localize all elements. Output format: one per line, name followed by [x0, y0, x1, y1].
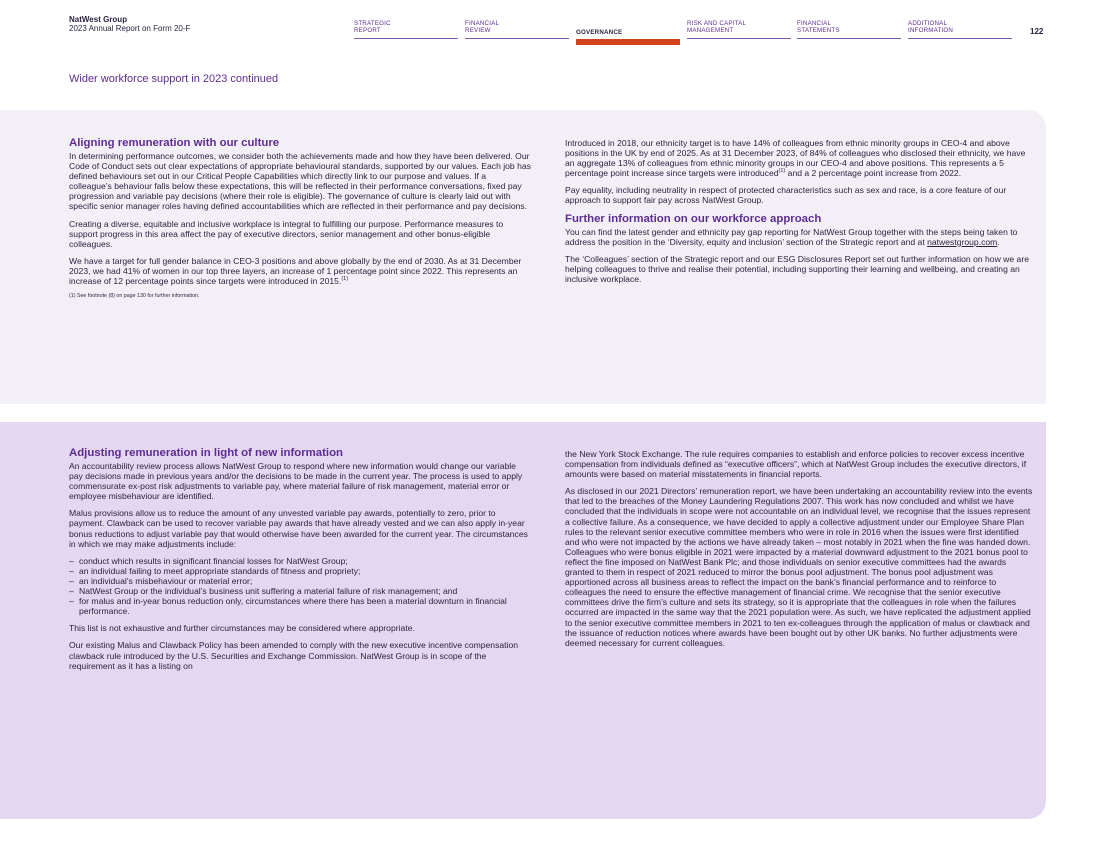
- nav-label-line1: GOVERNANCE: [576, 29, 623, 36]
- adjusting-remuneration-panel: [0, 422, 1046, 819]
- paragraph: Our existing Malus and Clawback Policy has been amended to comply with the new executive incentive compensation clawback rule introduced by the U.S. Securities and Exchange Commission. NatWest Group is in scope of the requirement as it has a listing on: [69, 640, 519, 671]
- page-number: 122: [1030, 27, 1044, 36]
- heading-aligning-remuneration: Aligning remuneration with our culture: [69, 137, 280, 149]
- heading-adjusting-remuneration: Adjusting remuneration in light of new information: [69, 447, 343, 459]
- nav-label-line2: REVIEW: [465, 27, 491, 34]
- paragraph: This list is not exhaustive and further circumstances may be considered where appropriate.: [69, 623, 415, 634]
- footnote: (1) See footnote (8) on page 130 for further information.: [69, 293, 200, 300]
- nav-label-line1: STRATEGIC: [354, 20, 391, 27]
- paragraph: An accountability review process allows NatWest Group to respond where new information would change our variable pay decisions made in previous years and/or the decisions to be made in the current year. The process is used to apply commensurate ex-post risk adjustments to variable pay, where material failure of risk management, material error or employee misbehaviour are identified.: [69, 461, 523, 502]
- list-item: – conduct which results in significant financial losses for NatWest Group;: [69, 556, 531, 566]
- nav-label-line1: FINANCIAL: [465, 20, 500, 27]
- nav-underline: [908, 38, 1012, 39]
- paragraph-text: You can find the latest gender and ethnicity pay gap reporting for NatWest Group together with the steps being taken to address the position in the ‘Diversity, equity and inclusion’ section of the Strategic report and at: [565, 226, 1018, 247]
- adjusting-left-column: [69, 447, 531, 678]
- nav-financial-statements[interactable]: [797, 20, 907, 34]
- nav-financial-review[interactable]: [465, 20, 575, 34]
- paragraph: Creating a diverse, equitable and inclusive workplace is integral to fulfilling our purpose. Performance measures to support progress in this area affect the pay of executive directors, senior management and other bonus-eligible colleagues.: [69, 218, 504, 249]
- nav-label-line1: FINANCIAL: [797, 20, 832, 27]
- section-title: Wider workforce support in 2023 continued: [69, 73, 279, 85]
- culture-panel: [0, 110, 1046, 404]
- paragraph: As disclosed in our 2021 Directors’ remuneration report, we have been undertaking an accountability review into the events that led to the breaches of the Money Laundering Regulations 2007. This work has now concluded and whilst we have concluded that the individuals in scope were not accountable on an individual level, we recognise that the issues represent a collective failure. As a consequence, we have decided to apply a collective adjustment under our Employee Share Plan rules to the relevant senior executive committee members who were in role in 2016 when the issues were first identified and who were not impacted by the actions we have already taken – most notably in 2021 when the fine was handed down. Colleagues who were bonus eligible in 2021 were impacted by a material downward adjustment to the 2021 bonus pool to reflect the fine imposed on NatWest Bank Plc; and those individuals on senior executive committees had the awards granted to them in respect of 2021 reduced to mirror the bonus pool adjustment. The bonus pool adjustment was apportioned across all business areas to reflect the impact on the bank’s financial performance and to reinforce to colleagues the need to ensure the effective management of financial crime. We recognise that the senior executive committees drive the firm’s culture and sets its strategy, so it is appropriate that the colleagues in role when the failures occurred are impacted in the same way that the 2021 population were. As such, we have replicated the adjustment applied to the senior executive committee members in 2021 to ten ex-colleagues through the application of malus or clawback and the issuance of reduction notices where awards have been bought out by other UK banks. No further adjustments were deemed necessary for current colleagues.: [565, 486, 1033, 648]
- paragraph: [565, 138, 1035, 178]
- list-item: – NatWest Group or the individual’s business unit suffering a material failure of risk management; and: [69, 586, 531, 596]
- list-item: – an individual’s misbehaviour or material error;: [69, 576, 531, 586]
- paragraph-text: and a 2 percentage point increase from 2022.: [785, 168, 962, 179]
- page-header: [0, 0, 1100, 48]
- paragraph: the New York Stock Exchange. The rule requires companies to establish and enforce policies to recover excess incentive compensation from individuals defined as “executive officers”, which at NatWest Group includes the executive directors, if amounts were based on material misstatements in financial reports.: [565, 449, 1027, 480]
- nav-label-line2: STATEMENTS: [797, 27, 840, 34]
- heading-further-information: Further information on our workforce approach: [565, 212, 822, 225]
- natwestgroup-link[interactable]: natwestgroup.com: [927, 236, 998, 247]
- paragraph: The ‘Colleagues’ section of the Strategic report and our ESG Disclosures Report set out further information on how we are helping colleagues to thrive and realise their potential, including supporting their learning and wellbeing, and creating an inclusive workplace.: [565, 253, 1029, 284]
- nav-additional-information[interactable]: [908, 20, 1018, 34]
- nav-underline: [797, 38, 901, 39]
- culture-left-column: [69, 137, 531, 300]
- brand: [69, 15, 190, 33]
- paragraph-text: .: [997, 236, 1000, 247]
- circumstances-list: [69, 556, 531, 617]
- list-item: – an individual failing to meet appropriate standards of fitness and propriety;: [69, 566, 531, 576]
- nav-active-indicator: [576, 39, 680, 45]
- nav-label-line2: REPORT: [354, 27, 381, 34]
- list-item: – for malus and in-year bonus reduction only, circumstances where there has been a material downturn in financial performance.: [69, 596, 531, 616]
- paragraph: Malus provisions allow us to reduce the amount of any unvested variable pay awards, potentially to zero, prior to payment. Clawback can be used to recover variable pay awards that have already vested and we can also apply in-year bonus reductions to adjust variable pay that would otherwise have been awarded for the current year. The circumstances in which we may make adjustments include:: [69, 508, 528, 549]
- paragraph: In determining performance outcomes, we consider both the achievements made and how they have been delivered. Our Code of Conduct sets out clear expectations of appropriate behavioural standards, supported by our values. Each job has defined behaviours set out in our Critical People Capabilities which directly link to our purpose and values. If a colleague’s behaviour falls below these expectations, this will be reflected in their performance conversations, fixed pay progression and variable pay decisions (where their role is eligible). The governance of culture is clearly laid out with specific senior manager roles having defined accountabilities which are reflected in their performance and pay decisions.: [69, 151, 531, 212]
- nav-label-line1: ADDITIONAL: [908, 20, 948, 27]
- paragraph: [69, 256, 531, 286]
- nav-underline: [465, 38, 569, 39]
- paragraph: [565, 227, 1035, 247]
- nav-underline: [354, 38, 458, 39]
- paragraph-text: We have a target for full gender balance in CEO-3 positions and above globally by the end of 2030. As at 31 December 2023, we had 41% of women in our top three layers, an increase of 1 percentage point since 2022. This represents an increase of 12 percentage points since targets were introduced in 2015.: [69, 255, 522, 287]
- nav-underline: [687, 38, 791, 39]
- nav-risk-capital-management[interactable]: [687, 20, 797, 34]
- adjusting-right-column: [565, 449, 1035, 655]
- nav-label-line2: INFORMATION: [908, 27, 954, 34]
- nav-label-line2: MANAGEMENT: [687, 27, 734, 34]
- paragraph-text: Introduced in 2018, our ethnicity target is to have 14% of colleagues from ethnic minority groups in CEO-4 and above positions in the UK by end of 2025. As at 31 December 2023, of 84% of colleagues who disclosed their ethnicity, we have an aggregate 13% of colleagues from ethnic minority groups in our CEO-4 and above positions. This represents a 5 percentage point increase since targets were introduced: [565, 138, 1026, 179]
- brand-name: NatWest Group: [69, 15, 128, 24]
- nav-strategic-report[interactable]: [354, 20, 464, 34]
- nav-label-line1: RISK AND CAPITAL: [687, 20, 747, 27]
- paragraph: Pay equality, including neutrality in respect of protected characteristics such as sex and race, is a core feature of our approach to support fair pay across NatWest Group.: [565, 185, 1007, 206]
- footnote-marker: (1): [778, 168, 786, 175]
- nav-governance[interactable]: [576, 29, 686, 36]
- report-title: 2023 Annual Report on Form 20-F: [69, 24, 191, 33]
- culture-right-column: [565, 138, 1035, 291]
- footnote-marker: (1): [341, 276, 349, 283]
